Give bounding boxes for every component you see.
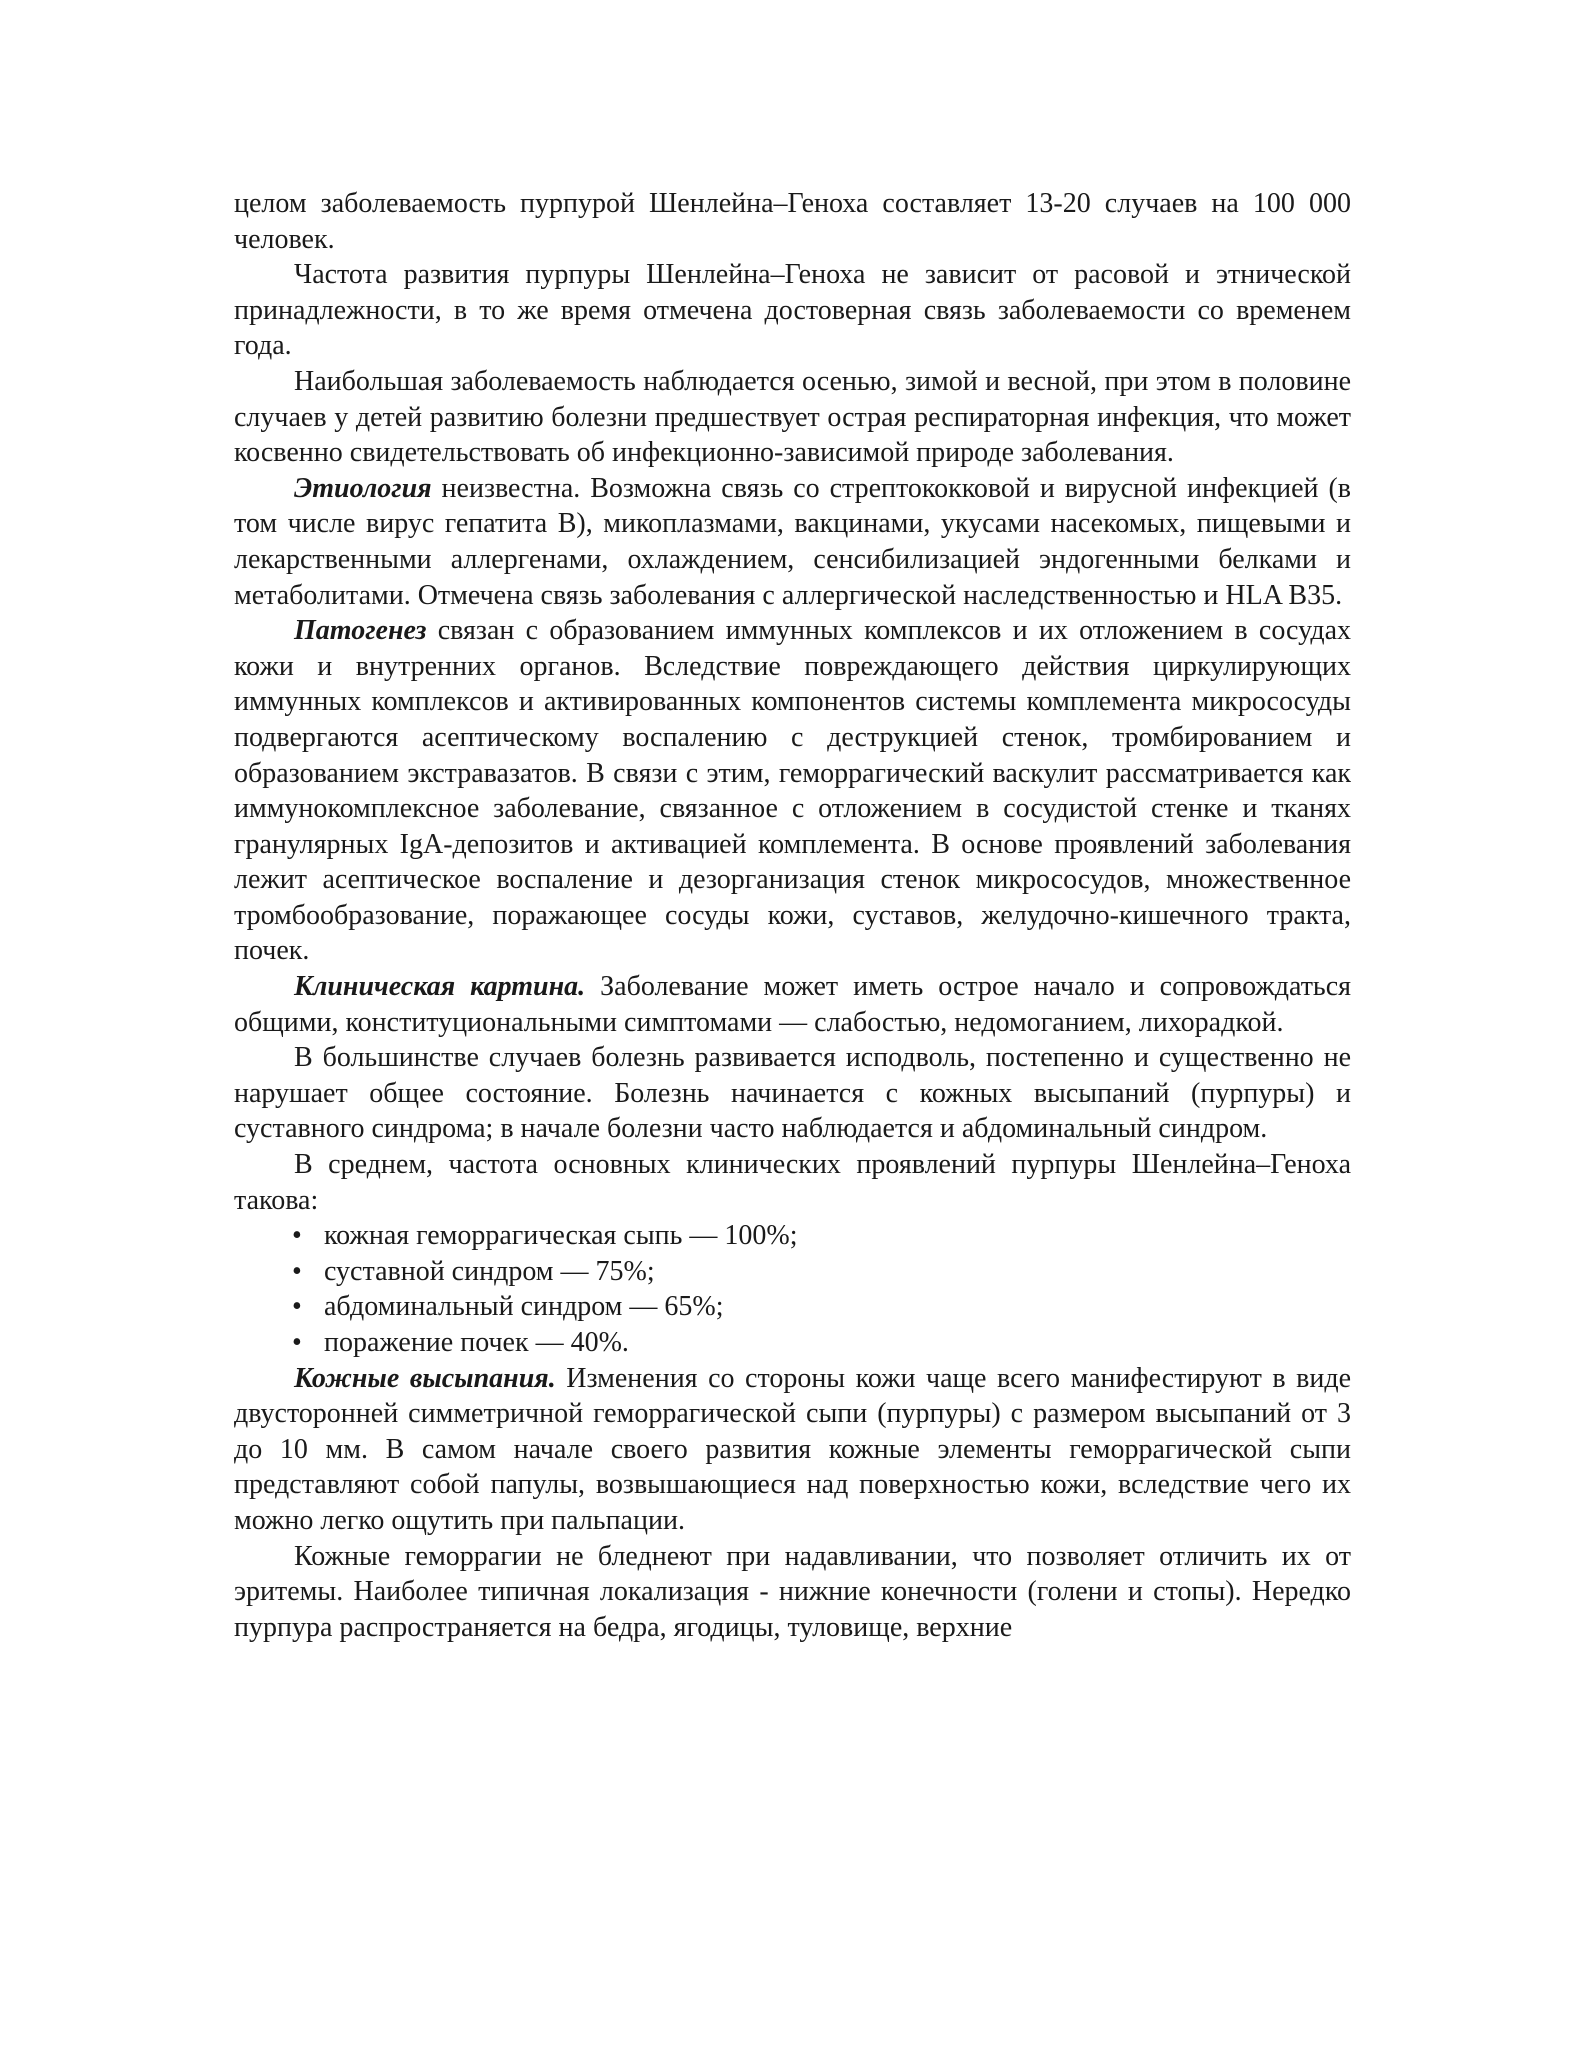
paragraph-text: Частота развития пурпуры Шенлейна–Геноха не зависит от расовой и этнической принадлежности, в то же время отмечена достоверная связь заболеваемости со временем года. xyxy=(234,259,1351,362)
paragraph-pathogenesis xyxy=(234,613,1351,969)
bullet-icon: • xyxy=(292,1327,302,1358)
paragraph-text: Изменения со стороны кожи чаще всего манифестируют в виде двусторонней симметричной геморрагической сыпи (пурпуры) с размером высыпаний от 3 до 10 мм. В самом начале своего развития кожные элементы геморрагической сыпи представляют собой папулы, возвышающиеся над поверхностью кожи, вследствие чего их можно легко ощутить при пальпации. xyxy=(234,1362,1351,1536)
paragraph-etiology xyxy=(234,471,1351,613)
paragraph-onset xyxy=(234,1040,1351,1147)
paragraph-incidence xyxy=(234,186,1351,257)
list-item xyxy=(292,1325,1351,1361)
bullet-icon: • xyxy=(292,1220,302,1252)
list-item-text: кожная геморрагическая сыпь — 100%; xyxy=(324,1220,798,1252)
paragraph-text: Наибольшая заболеваемость наблюдается осенью, зимой и весной, при этом в половине случаев у детей развитию болезни предшествует острая респираторная инфекция, что может косвенно свидетельствовать об инфекционно-зависимой природе заболевания. xyxy=(234,365,1351,469)
paragraph-text: Заболевание может иметь острое начало и сопровождаться общими, конституциональными симптомами — слабостью, недомоганием, лихорадкой. xyxy=(234,971,1351,1038)
paragraph-text: В большинстве случаев болезнь развивается исподволь, постепенно и существенно не нарушает общее состояние. Болезнь начинается с кожных высыпаний (пурпуры) и суставного синдрома; в начале болезни часто наблюдается и абдоминальный синдром. xyxy=(234,1042,1351,1145)
document-page xyxy=(234,186,1351,1645)
paragraph-text: неизвестна. Возможна связь со стрептококковой и вирусной инфекцией (в том числе вирус гепатита В), микоплазмами, вакцинами, укусами насекомых, пищевыми и лекарственными аллергенами, охлаждением, сенсибилизацией эндогенными белками и метаболитами. Отмечена связь заболевания с аллергической наследственностью и HLA B35. xyxy=(234,472,1351,611)
list-item-text: поражение почек — 40%. xyxy=(324,1327,629,1358)
list-item-text: абдоминальный синдром — 65%; xyxy=(324,1291,724,1323)
paragraph-text: связан с образованием иммунных комплексов и их отложением в сосудах кожи и внутренних органов. Вследствие повреждающего действия циркулирующих иммунных комплексов и активированных компонентов системы комплемента микрососуды подвергаются асептическому воспалению с деструкцией стенок, тромбированием и образованием экстравазатов. В связи с этим, геморрагический васкулит рассматривается как иммунокомплексное заболевание, связанное с отложением в сосудистой стенке и тканях гранулярных IgA-депозитов и активацией комплемента. В основе проявлений заболевания лежит асептическое воспаление и дезорганизация стенок микрососудов, множественное тромбообразование, поражающее сосуды кожи, суставов, желудочно-кишечного тракта, почек. xyxy=(234,615,1351,967)
section-heading-clinical-picture: Клиническая картина. xyxy=(294,971,586,1003)
paragraph-frequency-intro xyxy=(234,1147,1351,1218)
paragraph-text: В среднем, частота основных клинических проявлений пурпуры Шенлейна–Геноха такова: xyxy=(234,1149,1351,1216)
manifestations-list xyxy=(234,1218,1351,1360)
paragraph-text: Кожные геморрагии не бледнеют при надавливании, что позволяет отличить их от эритемы. Наиболее типичная локализация - нижние конечности (голени и стопы). Нередко пурпура распространяется на бедра, ягодицы, туловище, верхние xyxy=(234,1540,1351,1643)
bullet-icon: • xyxy=(292,1291,302,1323)
paragraph-frequency xyxy=(234,257,1351,364)
list-item xyxy=(292,1254,1351,1290)
section-heading-skin-rash: Кожные высыпания. xyxy=(294,1362,556,1394)
list-item xyxy=(292,1218,1351,1254)
bullet-icon: • xyxy=(292,1255,302,1287)
paragraph-skin-rash xyxy=(234,1361,1351,1539)
paragraph-clinical-picture xyxy=(234,969,1351,1040)
list-item-text: суставной синдром — 75%; xyxy=(324,1255,655,1287)
section-heading-pathogenesis: Патогенез xyxy=(294,615,427,647)
section-heading-etiology: Этиология xyxy=(294,472,432,504)
paragraph-skin-hemorrhages xyxy=(234,1539,1351,1646)
paragraph-text: целом заболеваемость пурпурой Шенлейна–Геноха составляет 13-20 случаев на 100 000 человек. xyxy=(234,188,1351,255)
list-item xyxy=(292,1289,1351,1325)
paragraph-seasonality xyxy=(234,364,1351,471)
